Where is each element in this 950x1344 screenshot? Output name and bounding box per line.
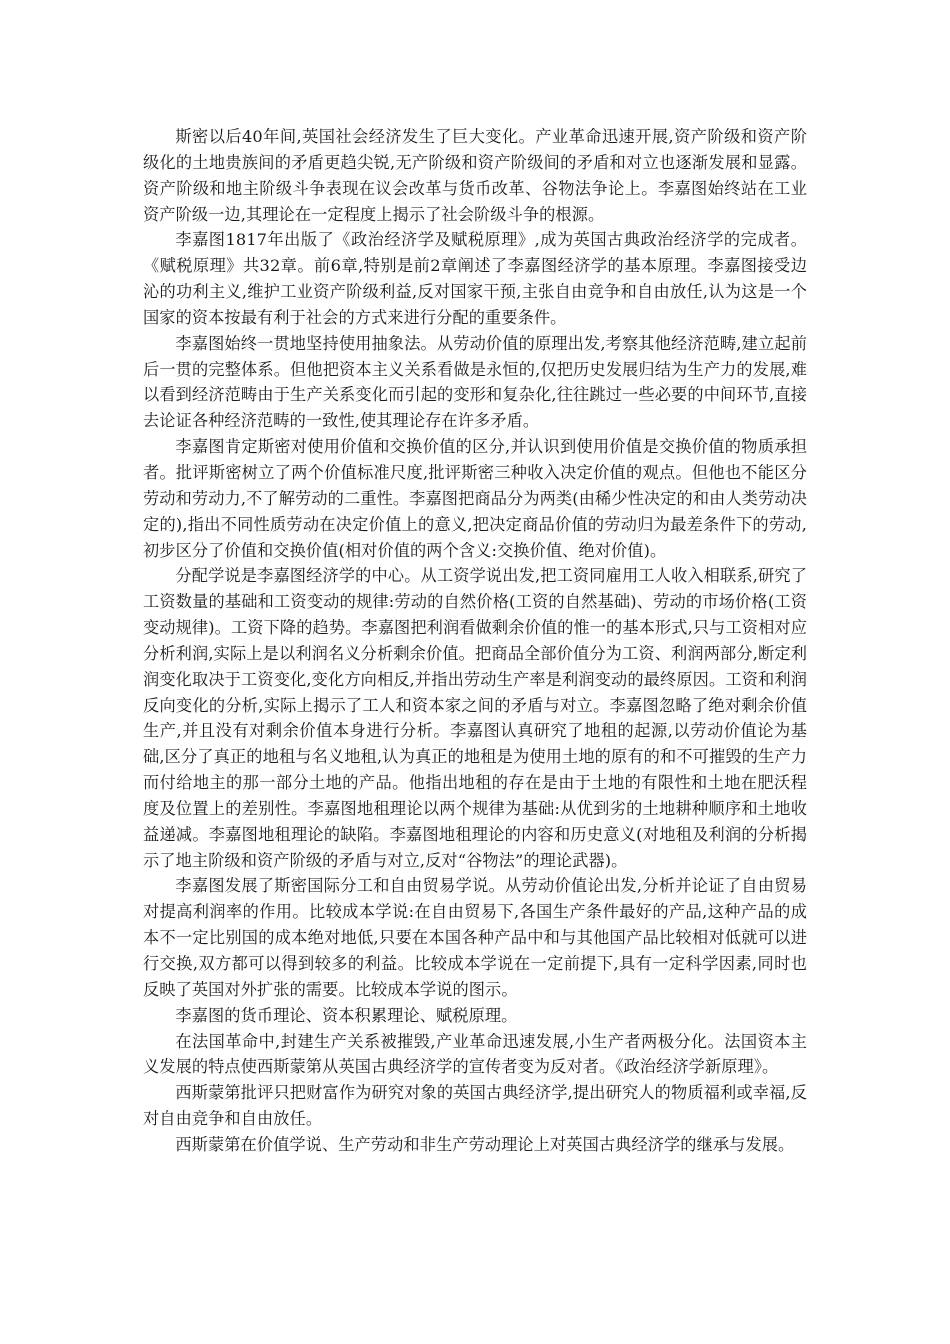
paragraph-abstract-method: 李嘉图始终一贯地坚持使用抽象法。从劳动价值的原理出发,考察其他经济范畴,建立起前后一贯的完整体系。但他把资本主义关系看做是永恒的,仅把历史发展归结为生产力的发展,难以看到经济范畴由于生产关系变化而引起的变形和复杂化,往往跳过一些必要的中间环节,直接去论证各种经济范畴的一致性,使其理论存在许多矛盾。 [143, 333, 807, 431]
paragraph-value-theory: 李嘉图肯定斯密对使用价值和交换价值的区分,并认识到使用价值是交换价值的物质承担者。批评斯密树立了两个价值标准尺度,批评斯密三种收入决定价值的观点。但他也不能区分劳动和劳动力,不了解劳动的二重性。李嘉图把商品分为两类(由稀少性决定的和由人类劳动决定的),指出不同性质劳动在决定价值上的意义,把决定商品价值的劳动归为最差条件下的劳动,初步区分了价值和交换价值(相对价值的两个含义:交换价值、绝对价值)。 [143, 437, 807, 560]
paragraph-distribution-theory: 分配学说是李嘉图经济学的中心。从工资学说出发,把工资同雇用工人收入相联系,研究了工资数量的基础和工资变动的规律:劳动的自然价格(工资的自然基础)、劳动的市场价格(工资变动规律)。工资下降的趋势。李嘉图把利润看做剩余价值的惟一的基本形式,只与工资相对应分析利润,实际上是以利润名义分析剩余价值。把商品全部价值分为工资、利润两部分,断定利润变化取决于工资变化,变化方向相反,并指出劳动生产率是利润变动的最终原因。工资和利润反向变化的分析,实际上揭示了工人和资本家之间的矛盾与对立。李嘉图忽略了绝对剩余价值生产,并且没有对剩余价值本身进行分析。李嘉图认真研究了地租的起源,以劳动价值论为基础,区分了真正的地租与名义地租,认为真正的地租是为使用土地的原有的和不可摧毁的生产力而付给地主的那一部分土地的产品。他指出地租的存在是由于土地的有限性和土地在肥沃程度及位置上的差别性。李嘉图地租理论以两个规律为基础:从优到劣的土地耕种顺序和土地收益递减。李嘉图地租理论的缺陷。李嘉图地租理论的内容和历史意义(对地租及利润的分析揭示了地主阶级和资产阶级的矛盾与对立,反对“谷物法”的理论武器)。 [143, 566, 807, 870]
paragraph-money-capital-tax: 李嘉图的货币理论、资本积累理论、赋税原理。 [175, 1005, 518, 1025]
document-body [143, 124, 807, 1158]
paragraph-sismondi-background: 在法国革命中,封建生产关系被摧毁,产业革命迅速发展,小生产者两极分化。法国资本主义发展的特点使西斯蒙第从英国古典经济学的宣传者变为反对者。《政治经济学新原理》。 [143, 1031, 807, 1077]
paragraph-comparative-cost: 李嘉图发展了斯密国际分工和自由贸易学说。从劳动价值论出发,分析并论证了自由贸易对提高利润率的作用。比较成本学说:在自由贸易下,各国生产条件最好的产品,这种产品的成本不一定比别国的成本绝对地低,只要在本国各种产品中和与其他国产品比较相对低就可以进行交换,双方都可以得到较多的利益。比较成本学说在一定前提下,具有一定科学因素,同时也反映了英国对外扩张的需要。比较成本学说的图示。 [143, 876, 807, 999]
paragraph-smith-aftermath: 斯密以后40年间,英国社会经济发生了巨大变化。产业革命迅速开展,资产阶级和资产阶级化的土地贵族间的矛盾更趋尖锐,无产阶级和资产阶级间的矛盾和对立也逐渐发展和显露。资产阶级和地主阶级斗争表现在议会改革与货币改革、谷物法争论上。李嘉图始终站在工业资产阶级一边,其理论在一定程度上揭示了社会阶级斗争的根源。 [143, 127, 807, 224]
paragraph-sismondi-critique: 西斯蒙第批评只把财富作为研究对象的英国古典经济学,提出研究人的物质福利或幸福,反对自由竞争和自由放任。 [143, 1083, 807, 1129]
paragraph-ricardo-principles: 李嘉图1817年出版了《政治经济学及赋税原理》,成为英国古典政治经济学的完成者。《赋税原理》共32章。前6章,特别是前2章阐述了李嘉图经济学的基本原理。李嘉图接受边沁的功利主义,维护工业资产阶级利益,反对国家干预,主张自由竞争和自由放任,认为这是一个国家的资本按最有利于社会的方式来进行分配的重要条件。 [143, 230, 807, 327]
paragraph-sismondi-development: 西斯蒙第在价值学说、生产劳动和非生产劳动理论上对英国古典经济学的继承与发展。 [175, 1134, 795, 1154]
